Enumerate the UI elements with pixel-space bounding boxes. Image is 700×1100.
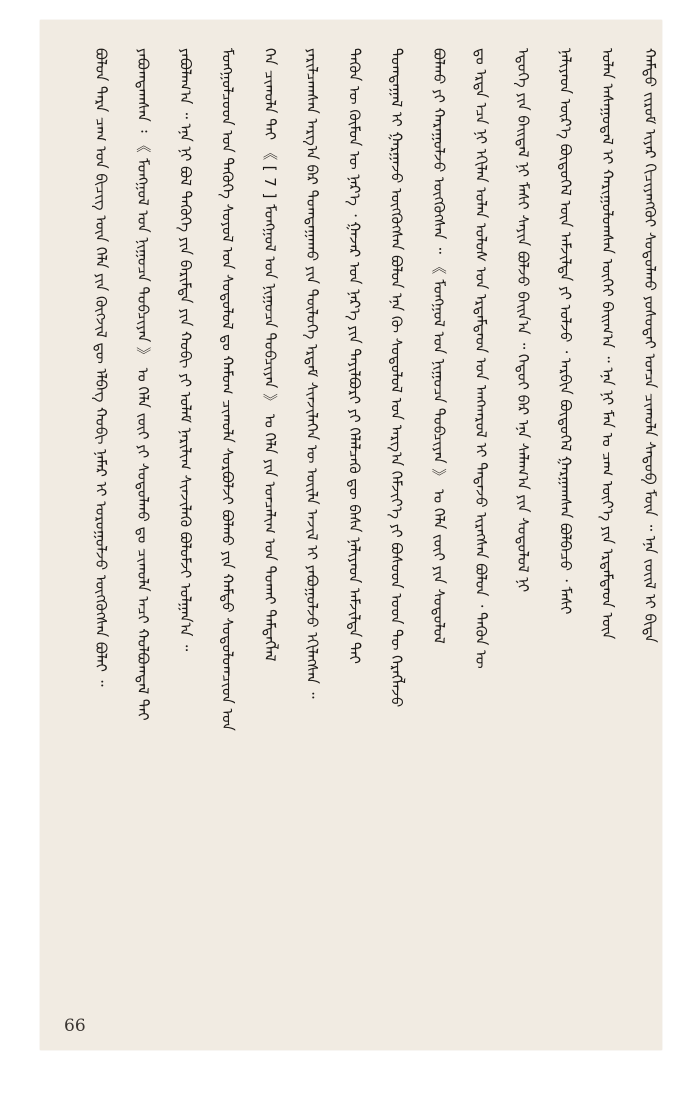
text-column: ᠪᠣᠯᠣᠨ ᠲᠡᠷᠡ ᠴᠠᠭ ᠤᠨ ᠪᠢᠴᠢᠭ ᠦᠨ ᠬᠡᠯᠡ ᠶᠢᠨ ᠬᠥᠭᠵᠢᠯ ᠳᠦ ᠡᠯᠪᠡᠭ ᠬᠤᠪᠢ ᠨᠡᠮᠡᠷ ᠢ ᠣᠷᠣᠭᠤᠯᠵᠤ ᠥᠭᠭᠦᠭᠰᠡᠨ ᠪᠣᠯᠠᠢ ᠃ <box>92 48 110 687</box>
book-page <box>40 20 662 1050</box>
text-column: ᠬᠠᠮᠲᠤ ᠵᠢᠷᠦᠮ ᠢᠶᠡᠷ ᠬᠢᠴᠢᠶᠡᠩᠭᠦᠢ ᠰᠤᠳᠤᠯᠬᠤ ᠶᠤᠰᠤᠲᠠᠢ ᠣᠨᠴᠠ ᠴᠢᠬᠤᠯᠠ ᠰᠡᠳᠦᠪ ᠮᠥᠨ ᠃ ᠡᠨᠡ ᠵᠦᠢᠯ ᠢ ᠪᠢᠳᠡ <box>640 48 659 643</box>
vertical-text-block <box>88 48 663 998</box>
text-column: ᠶᠠᠪᠤᠭᠳᠠᠭᠰᠠᠨ ᠄ 《 ᠮᠣᠩᠭᠣᠯ ᠤᠨ ᠨᠢᠭᠤᠴᠠ ᠲᠣᠪᠴᠢᠶᠠᠨ 》 ᠤ ᠬᠡᠯᠡ ᠵᠦᠢ ᠶᠢ ᠰᠤᠳᠤᠯᠬᠤ ᠳᠤ ᠴᠢᠬᠤᠯᠠ ᠠᠴᠢ ᠬᠣᠯᠪᠣᠭᠳᠠᠯ ᠲᠠᠢ <box>134 48 153 721</box>
text-column: ᠲᠡᠭᠦᠨ ᠦ ᠬᠦᠮᠦᠨ ᠦ ᠨᠡᠷ᠎ᠡ ᠂ ᠭᠠᠵᠠᠷ ᠤᠨ ᠨᠡᠷ᠎ᠡ ᠶᠢᠨ ᠲᠠᠶᠢᠯᠪᠤᠷᠢ ᠶᠢ ᠬᠡᠯᠡᠯᠴᠡᠬᠦ ᠳᠦ ᠪᠠᠰᠠ ᠨᠡᠯᠢᠶᠡᠳ ᠠᠮᠵᠢᠯᠲᠠ ᠲᠠᠢ <box>345 48 364 664</box>
page-number: 66 <box>64 1016 86 1036</box>
text-column: ᠳᠤ ᠡᠷᠲᠡ ᠡᠴᠡ ᠨᠢ ᠡᠬᠢᠯᠡᠨ ᠣᠯᠠᠨ ᠤᠯᠤᠰ ᠤᠨ ᠡᠷᠳᠡᠮᠲᠡᠳ ᠤᠨ ᠠᠩᠬᠠᠷᠤᠯ ᠢ ᠲᠠᠲᠠᠵᠤ ᠢᠷᠡᠭᠰᠡᠨ ᠪᠣᠯᠤᠨ ᠂ ᠲᠡᠭᠦᠨ ᠦ <box>471 48 490 669</box>
text-column: ᠣᠯᠠᠨ ᠠᠰᠠᠭᠤᠳᠠᠯ ᠢ ᠬᠠᠷᠢᠭᠤᠯᠤᠭᠰᠠᠨ ᠦᠭᠡᠢ ᠪᠠᠢᠭ᠎ᠠ ᠃ ᠡᠨᠡ ᠨᠢ ᠮᠠᠨ ᠤ ᠴᠠᠭ ᠦᠶ᠎ᠡ ᠶᠢᠨ ᠡᠷᠳᠡᠮᠲᠡᠳ ᠦᠨ <box>598 48 617 640</box>
text-column: ᠡᠳᠦᠭᠡ ᠶᠢᠨ ᠪᠠᠢᠳᠠᠯ ᠨᠢ ᠮᠠᠰᠢ ᠰᠠᠶᠢᠨ ᠪᠣᠯᠵᠤ ᠪᠠᠢᠨ᠎ᠠ ᠃ ᠬᠡᠳᠦᠢ ᠪᠡᠷ ᠡᠨᠡ ᠰᠠᠯᠠᠭ᠎ᠠ ᠶᠢᠨ ᠰᠤᠳᠤᠯᠤᠯ ᠨᠢ <box>514 48 533 593</box>
text-column: ᠮᠣᠩᠭᠣᠯᠴᠤᠳ ᠤᠨ ᠲᠡᠭᠦᠬᠡ ᠰᠣᠶᠣᠯ ᠤᠨ ᠰᠤᠳᠤᠯᠤᠯ ᠳᠤ ᠬᠠᠮᠤᠭ ᠴᠢᠬᠤᠯᠠ ᠰᠤᠷᠪᠤᠯᠵᠢ ᠪᠣᠯᠬᠤ ᠶᠢᠨ ᠬᠠᠮᠲᠤ ᠰᠤᠳᠤᠯᠤᠭᠴᠢᠳ ᠤᠨ <box>218 48 237 731</box>
text-column: ᠪᠣᠯᠬᠤ ᠶᠢ ᠬᠠᠷᠠᠭᠤᠯᠵᠤ ᠥᠭᠭᠦᠭᠰᠡᠨ ᠃ 《 ᠮᠣᠩᠭᠣᠯ ᠤᠨ ᠨᠢᠭᠤᠴᠠ ᠲᠣᠪᠴᠢᠶᠠᠨ 》 ᠤ ᠬᠡᠯᠡ ᠵᠦᠢ ᠶᠢᠨ ᠰᠤᠳᠤᠯᠤᠯ <box>429 48 448 644</box>
text-column: ᠨᠡᠯᠢᠶᠡᠳ ᠦᠷ᠎ᠡ ᠪᠦᠲᠦᠭᠡᠯ ᠦᠨ ᠠᠮᠵᠢᠯᠲᠠ ᠶᠢ ᠣᠯᠵᠤ ᠂ ᠠᠷᠪᠢᠨ ᠪᠦᠲᠦᠭᠡᠯ ᠭᠠᠷᠭᠠᠭᠰᠠᠨ ᠪᠣᠯᠪᠠᠴᠤ ᠂ ᠮᠠᠰᠢ <box>556 48 575 615</box>
text-column: ᠲᠣᠭᠲᠠᠭᠠᠯ ᠢ ᠭᠠᠷᠭᠠᠵᠤ ᠥᠭᠭᠦᠭᠰᠡᠨ ᠪᠣᠯᠤᠨ ᠡᠨᠡ ᠬᠦ ᠰᠤᠳᠤᠯᠤᠯ ᠤᠨ ᠠᠷᠭ᠎ᠠ ᠬᠡᠮᠵᠢᠶ᠎ᠡ ᠶᠢ ᠪᠤᠰᠤᠳ ᠤᠳ ᠲᠦ ᠬᠡᠷᠡᠭᠯᠡᠵᠦ <box>387 48 406 708</box>
text-column: ᠬᠡᠨ ᠴᠢᠬᠤᠯᠠ ᠲᠠᠢ 《 [ 7 ] ᠮᠣᠩᠭᠣᠯ ᠤᠨ ᠨᠢᠭᠤᠴᠠ ᠲᠣᠪᠴᠢᠶᠠᠨ 》 ᠤ ᠬᠡᠯᠡ ᠶᠢᠨ ᠣᠨᠴᠠᠯᠢᠭ ᠤᠨ ᠲᠤᠬᠠᠢ ᠲᠡᠮᠳᠡᠭᠯᠡᠯ <box>260 48 279 662</box>
text-column: ᠶᠠᠷᠢᠯᠴᠠᠭᠰᠠᠨ ᠠᠷᠭ᠎ᠠ ᠪᠠᠷ ᠲᠣᠭᠲᠠᠭᠠᠬᠤ ᠶᠢᠨ ᠲᠥᠯᠦᠭᠡ ᠡᠷᠳᠡᠮ ᠰᠢᠨᠵᠢᠯᠡᠭᠡᠨ ᠦ ᠦᠢᠯᠡ ᠠᠵᠢᠯ ᠢ ᠶᠠᠪᠤᠭᠤᠯᠵᠤ ᠡᠬᠢᠯᠡᠭᠰᠡᠨ ᠃ <box>303 48 322 699</box>
text-column: ᠶᠠᠪᠤᠯᠠᠭ᠎ᠠ ᠃ ᠡᠨᠡ ᠨᠢ ᠪᠣᠯ ᠲᠡᠭᠦᠬᠡ ᠶᠢᠨ ᠪᠠᠷᠢᠮᠲᠠ ᠶᠢᠨ ᠬᠤᠪᠢ ᠶᠢ ᠤᠯᠠᠮ ᠨᠠᠷᠢᠯᠢᠭ ᠰᠢᠨᠵᠢᠯᠡᠬᠦ ᠪᠣᠯᠤᠮᠵᠢ ᠣᠯᠭᠠᠨ᠎ᠠ ᠃ <box>176 48 195 652</box>
